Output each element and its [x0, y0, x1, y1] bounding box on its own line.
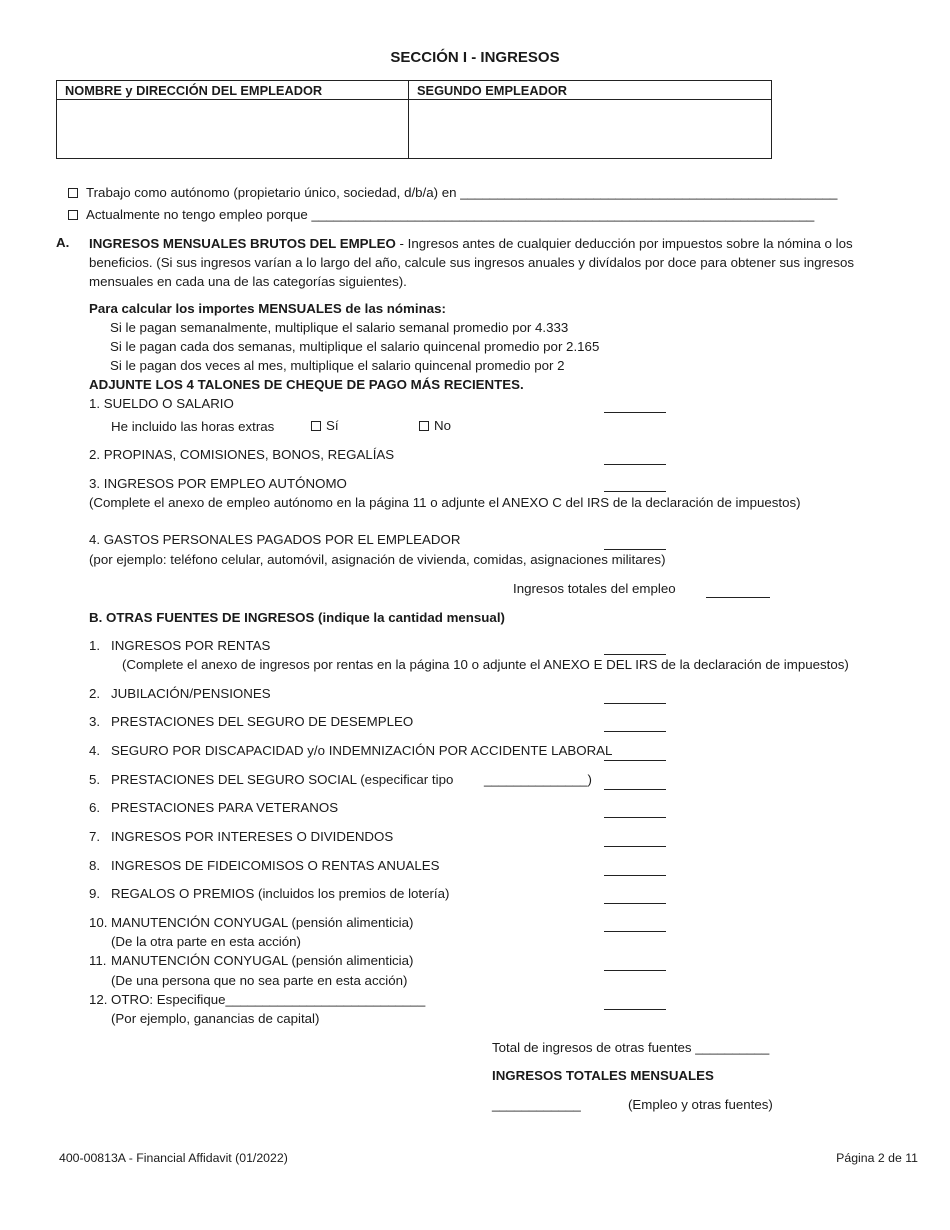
form-id: 400-00813A - Financial Affidavit (01/2022) — [59, 1151, 288, 1165]
other-income-item-11: 11. MANUTENCIÓN CONYUGAL (pensión alimenticia) — [89, 953, 414, 968]
overtime-no-checkbox[interactable] — [419, 421, 429, 431]
self-employment-note: (Complete el anexo de empleo autónomo en la página 11 o adjunte el ANEXO C del IRS de la declaración de impuestos) — [89, 495, 801, 510]
other-income-item-5: 5. PRESTACIONES DEL SEGURO SOCIAL (especificar tipo — [89, 772, 454, 787]
employer-expenses-note: (por ejemplo: teléfono celular, automóvil, asignación de vivienda, comidas, asignaciones militares) — [89, 552, 666, 567]
other-income-item-6: 6. PRESTACIONES PARA VETERANOS — [89, 800, 339, 815]
total-monthly-field[interactable]: ____________ — [492, 1097, 581, 1112]
disability-field[interactable] — [604, 760, 666, 761]
pension-field[interactable] — [604, 703, 666, 704]
unemployment-field[interactable] — [604, 731, 666, 732]
total-other-sources: Total de ingresos de otras fuentes __________ — [492, 1040, 770, 1055]
alimony-nonparty-field[interactable] — [604, 970, 666, 971]
item-employer-paid-expenses: 4. GASTOS PERSONALES PAGADOS POR EL EMPLEADOR — [89, 532, 461, 547]
trust-field[interactable] — [604, 875, 666, 876]
item-self-employment: 3. INGRESOS POR EMPLEO AUTÓNOMO — [89, 476, 347, 491]
overtime-yes-checkbox[interactable] — [311, 421, 321, 431]
overtime-yes — [311, 418, 339, 433]
calc-line-semimonthly: Si le pagan dos veces al mes, multiplique el salario quincenal promedio por 2 — [110, 358, 565, 373]
calc-line-biweekly: Si le pagan cada dos semanas, multiplique el salario quincenal promedio por 2.165 — [110, 339, 600, 354]
self-employment-amount-field[interactable] — [604, 491, 666, 492]
calc-heading: Para calcular los importes MENSUALES de las nóminas: — [89, 301, 446, 316]
other-income-item-12: 12. OTRO: Especifique___________________________ — [89, 992, 426, 1007]
total-employment-label: Ingresos totales del empleo — [513, 581, 676, 596]
section-a-intro — [89, 234, 899, 291]
social-security-type-field[interactable]: ______________) — [484, 772, 592, 787]
alimony-party-note: (De la otra parte en esta acción) — [111, 934, 301, 949]
total-monthly-heading: INGRESOS TOTALES MENSUALES — [492, 1068, 714, 1083]
gifts-field[interactable] — [604, 903, 666, 904]
alimony-nonparty-note: (De una persona que no sea parte en esta acción) — [111, 973, 408, 988]
veterans-field[interactable] — [604, 817, 666, 818]
total-employment-field[interactable] — [706, 597, 770, 598]
tips-amount-field[interactable] — [604, 464, 666, 465]
employer-expenses-amount-field[interactable] — [604, 549, 666, 550]
other-income-item-3: 3. PRESTACIONES DEL SEGURO DE DESEMPLEO — [89, 714, 414, 729]
rental-income-note: (Complete el anexo de ingresos por rentas en la página 10 o adjunte el ANEXO E DEL IRS de la declaración de impuestos) — [122, 657, 849, 672]
self-employed-checkbox[interactable] — [68, 188, 78, 198]
item-salary: 1. SUELDO O SALARIO — [89, 396, 234, 411]
unemployed-checkbox[interactable] — [68, 210, 78, 220]
second-employer-field[interactable] — [409, 100, 772, 159]
overtime-no-label: No — [434, 418, 451, 433]
overtime-no — [419, 418, 451, 433]
calc-line-weekly: Si le pagan semanalmente, multiplique el salario semanal promedio por 4.333 — [110, 320, 569, 335]
self-employed-row — [68, 185, 837, 200]
employer-name-field[interactable] — [57, 100, 409, 159]
other-income-item-1: 1. INGRESOS POR RENTAS — [89, 638, 271, 653]
other-income-item-4: 4. SEGURO POR DISCAPACIDAD y/o INDEMNIZACIÓN POR ACCIDENTE LABORAL — [89, 743, 613, 758]
salary-amount-field[interactable] — [604, 412, 666, 413]
page-number: Página 2 de 11 — [836, 1151, 918, 1165]
section-a-heading: INGRESOS MENSUALES BRUTOS DEL EMPLEO — [89, 236, 396, 251]
section-b-heading: B. OTRAS FUENTES DE INGRESOS (indique la cantidad mensual) — [89, 610, 505, 625]
section-a-description: - Ingresos antes de cualquier deducción por impuestos sobre la nómina o los beneficios. (Si sus ingresos varían a lo largo del año, calcule sus ingresos anuales y divídalos por doce para obtener sus ingresos mensuales en cada una de las categorías siguientes). — [89, 236, 855, 289]
other-income-item-2: 2. JUBILACIÓN/PENSIONES — [89, 686, 271, 701]
unemployed-label: Actualmente no tengo empleo porque ____________________________________________________________________ — [86, 207, 815, 222]
overtime-yes-label: Sí — [326, 418, 339, 433]
section-title: SECCIÓN I - INGRESOS — [390, 49, 560, 66]
section-a-letter: A. — [56, 235, 70, 250]
unemployed-row — [68, 207, 814, 222]
employer-table — [56, 80, 772, 159]
social-security-field[interactable] — [604, 789, 666, 790]
interest-field[interactable] — [604, 846, 666, 847]
rental-income-field[interactable] — [604, 654, 666, 655]
other-income-item-10: 10. MANUTENCIÓN CONYUGAL (pensión alimenticia) — [89, 915, 414, 930]
alimony-party-field[interactable] — [604, 931, 666, 932]
other-specify-note: (Por ejemplo, ganancias de capital) — [111, 1011, 320, 1026]
second-employer-header: SEGUNDO EMPLEADOR — [409, 81, 772, 100]
self-employed-label: Trabajo como autónomo (propietario único, sociedad, d/b/a) en ___________________________________________________ — [86, 185, 838, 200]
employer-name-header: NOMBRE y DIRECCIÓN DEL EMPLEADOR — [57, 81, 409, 100]
item-tips: 2. PROPINAS, COMISIONES, BONOS, REGALÍAS — [89, 447, 395, 462]
other-income-item-9: 9. REGALOS O PREMIOS (incluidos los premios de lotería) — [89, 886, 450, 901]
overtime-label: He incluido las horas extras — [111, 419, 275, 434]
attach-paystubs: ADJUNTE LOS 4 TALONES DE CHEQUE DE PAGO MÁS RECIENTES. — [89, 377, 524, 392]
other-income-item-8: 8. INGRESOS DE FIDEICOMISOS O RENTAS ANUALES — [89, 858, 440, 873]
other-income-item-7: 7. INGRESOS POR INTERESES O DIVIDENDOS — [89, 829, 394, 844]
total-monthly-note: (Empleo y otras fuentes) — [628, 1097, 773, 1112]
other-specify-field[interactable] — [604, 1009, 666, 1010]
